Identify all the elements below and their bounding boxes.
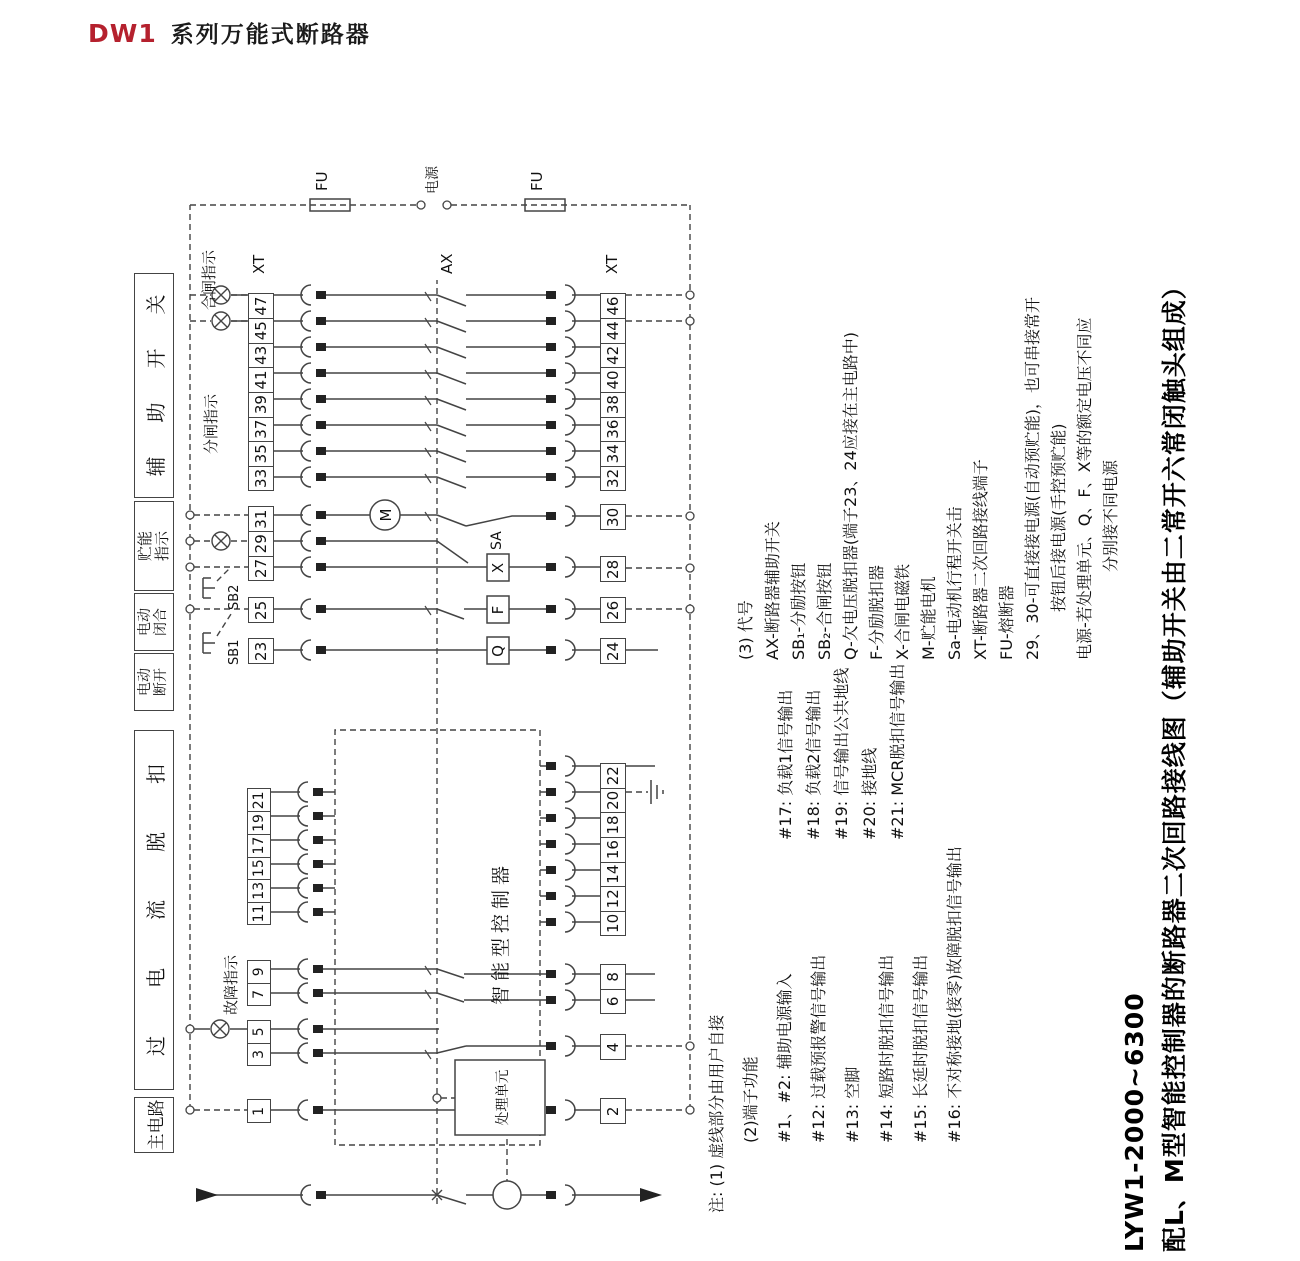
open-indicator-label: 分闸指示 — [202, 393, 220, 454]
terminal: 45 — [248, 318, 274, 344]
terminal: 37 — [248, 416, 274, 442]
motor-label: M — [377, 508, 395, 522]
terminal-strip-aux-left-3 — [248, 597, 274, 622]
terminal: 4 — [600, 1034, 626, 1060]
terminal: 30 — [600, 504, 626, 530]
terminal-strip-ctrl-right-4 — [600, 1098, 626, 1123]
power-label: 电源 — [425, 166, 441, 194]
terminal: 35 — [248, 441, 274, 467]
current-transformer-icon — [493, 1181, 521, 1209]
circuit-svg — [0, 100, 1300, 1260]
terminal-strip-ctrl-right — [600, 763, 626, 935]
terminal: 40 — [600, 367, 626, 393]
legend-block — [760, 297, 1124, 660]
terminal: 46 — [600, 293, 626, 319]
terminal-function-line: #19: 信号输出公共地线 — [832, 667, 851, 840]
terminal: 12 — [600, 886, 626, 912]
terminal-strip-ctrl-right-2 — [600, 964, 626, 1013]
ground-icon — [651, 780, 663, 804]
legend-line: AX-断路器辅助开关 — [763, 521, 782, 660]
section-main-circuit: 主电路 — [134, 1097, 174, 1153]
terminal: 32 — [600, 465, 626, 491]
section-overcurrent-trip: 过电流脱扣 — [134, 730, 174, 1090]
drawing-title: 配L、M型智能控制器的断路器二次回路接线图（辅助开关由二常开六常闭触头组成） — [1160, 273, 1189, 1252]
terminal-strip-ctrl-left-3 — [247, 960, 271, 1005]
terminal-strip-aux-left-4 — [248, 638, 274, 663]
legend-line: XT-断路器二次回路接线端子 — [971, 459, 990, 660]
terminal: 39 — [248, 392, 274, 418]
page-title — [88, 16, 371, 49]
power-terminal-2 — [443, 201, 451, 209]
note-line: #16: 不对称接地(接零)故障脱扣信号输出 — [945, 846, 964, 1143]
terminal: 20 — [600, 787, 626, 813]
terminal: 34 — [600, 441, 626, 467]
arrow-in-icon — [196, 1188, 218, 1202]
drawing-model-range: LYW1-2000~6300 — [1120, 992, 1149, 1252]
terminal-function-line: #18: 负载2信号输出 — [804, 689, 823, 840]
legend-line: SB₂-合闸按钮 — [815, 562, 834, 660]
terminal: 13 — [247, 879, 271, 903]
ax-label: AX — [438, 253, 456, 274]
terminal-function-line: #20: 接地线 — [860, 747, 879, 840]
sa-label: SA — [489, 531, 505, 550]
close-indicator-lamp2-icon — [212, 312, 230, 330]
fu-label-2: FU — [528, 171, 546, 191]
section-motor-open: 电动断开 — [134, 653, 174, 711]
terminal-strip-ctrl-left — [247, 788, 271, 924]
section-storage-indicator: 贮能指示 — [134, 501, 174, 591]
terminal: 47 — [248, 293, 274, 319]
terminal: 38 — [600, 392, 626, 418]
terminal: 9 — [247, 960, 271, 984]
bottom-drop-lines — [626, 295, 686, 1110]
legend-line: F-分励脱扣器 — [867, 565, 886, 660]
terminal: 22 — [600, 763, 626, 789]
note-line: #1、#2: 辅助电源输入 — [775, 973, 794, 1143]
terminal-strip-ctrl-left-2 — [247, 1020, 271, 1065]
terminal: 19 — [247, 811, 271, 835]
terminal: 31 — [248, 506, 274, 532]
terminal: 8 — [600, 964, 626, 990]
terminal-function-line: #17: 负载1信号输出 — [776, 689, 795, 840]
legend-line: SB₁-分励按钮 — [789, 562, 808, 660]
terminal: 16 — [600, 837, 626, 863]
terminal: 5 — [247, 1020, 271, 1044]
notes-block — [700, 846, 972, 1213]
storage-indicator-lamp-icon — [212, 532, 230, 550]
terminal-strip-aux-right — [600, 293, 626, 490]
terminal: 42 — [600, 342, 626, 368]
controller-label: 智能型控制器 — [490, 860, 512, 1005]
note-line: #15: 长延时脱扣信号输出 — [911, 954, 930, 1143]
terminal: 24 — [600, 638, 626, 664]
linkage-tap — [433, 1094, 441, 1102]
close-indicator-label: 合闸指示 — [200, 249, 218, 310]
terminal-functions-block — [772, 664, 912, 840]
terminal-strip-ctrl-right-3 — [600, 1034, 626, 1059]
processing-unit-label: 处理单元 — [495, 1069, 511, 1126]
terminal: 2 — [600, 1098, 626, 1124]
terminal: 21 — [247, 788, 271, 812]
section-aux-switch: 辅助开关 — [134, 273, 174, 498]
fu-label-1: FU — [313, 171, 331, 191]
terminal: 17 — [247, 834, 271, 858]
rotated-drawing-sheet — [0, 100, 1300, 1260]
legend-line: Sa-电动机行程开关击 — [945, 506, 964, 660]
terminal: 41 — [248, 367, 274, 393]
terminal: 15 — [247, 856, 271, 880]
terminal-strip-aux-right-3 — [600, 556, 626, 581]
note-line: (2)端子功能 — [741, 1056, 760, 1143]
coil-q-label: Q — [489, 645, 507, 657]
series-title: 系列万能式断路器 — [170, 22, 371, 48]
terminal: 26 — [600, 597, 626, 623]
legend-line: Q-欠电压脱扣器(端子23、24应接在主电路中) — [841, 331, 860, 660]
terminal: 7 — [247, 982, 271, 1006]
terminal: 11 — [247, 901, 271, 925]
sb1-label: SB1 — [227, 639, 242, 665]
terminal-strip-aux-left — [248, 293, 274, 490]
terminal: 10 — [600, 910, 626, 936]
legend-line: X-合闸电磁铁 — [893, 564, 912, 660]
terminal: 36 — [600, 416, 626, 442]
terminal: 6 — [600, 988, 626, 1014]
terminal-strip-aux-right-2 — [600, 504, 626, 529]
xt-label-right: XT — [603, 254, 621, 274]
section-motor-close: 电动闭合 — [134, 593, 174, 651]
legend-heading: (3) 代号 — [736, 600, 755, 660]
note-line: #14: 短路时脱扣信号输出 — [877, 954, 896, 1143]
fault-indicator-label: 故障指示 — [222, 954, 240, 1015]
terminal: 28 — [600, 556, 626, 582]
model-name: DW1 — [88, 19, 157, 48]
terminal: 14 — [600, 861, 626, 887]
terminal: 43 — [248, 342, 274, 368]
terminal: 18 — [600, 812, 626, 838]
coil-x-label: X — [489, 562, 507, 574]
xt-label-left: XT — [250, 254, 268, 274]
legend-line: 按钮后接电源(手控预贮能) — [1049, 423, 1068, 612]
terminal: 1 — [247, 1099, 271, 1123]
terminal: 25 — [248, 597, 274, 623]
terminal-strip-aux-right-5 — [600, 638, 626, 663]
terminal: 23 — [248, 638, 274, 664]
legend-line: FU-熔断器 — [997, 585, 1016, 660]
terminal: 44 — [600, 318, 626, 344]
terminal-function-line: #21: MCR脱扣信号输出 — [888, 663, 907, 840]
note-line: #13: 空脚 — [843, 1066, 862, 1143]
pushbutton-icon — [203, 578, 215, 653]
legend-line: M-贮能电机 — [919, 576, 938, 660]
terminal: 29 — [248, 531, 274, 557]
note-line: #12: 过载预报警信号输出 — [809, 954, 828, 1143]
legend-line: 电源-若处理单元、Q、F、X等的额定电压不同应 — [1075, 317, 1094, 660]
legend-line: 分别接不同电源 — [1101, 459, 1120, 572]
terminal-strip-aux-left-2 — [248, 506, 274, 580]
terminal-strip-aux-right-4 — [600, 597, 626, 622]
legend-line: 29、30-可直接接电源(自动预贮能)，也可串接常开 — [1023, 297, 1042, 660]
arrow-out-icon — [640, 1188, 662, 1202]
power-terminal-1 — [417, 201, 425, 209]
terminal: 33 — [248, 465, 274, 491]
terminal-strip-ctrl-left-4 — [247, 1099, 271, 1122]
terminal: 27 — [248, 555, 274, 581]
coil-boxes — [455, 554, 545, 1135]
fault-indicator-lamp-icon — [211, 1020, 229, 1038]
coil-f-label: F — [489, 605, 507, 615]
terminal: 3 — [247, 1042, 271, 1066]
sb2-label: SB2 — [227, 584, 242, 610]
note-line: 注: (1) 虚线部分由用户自接 — [707, 1014, 726, 1213]
